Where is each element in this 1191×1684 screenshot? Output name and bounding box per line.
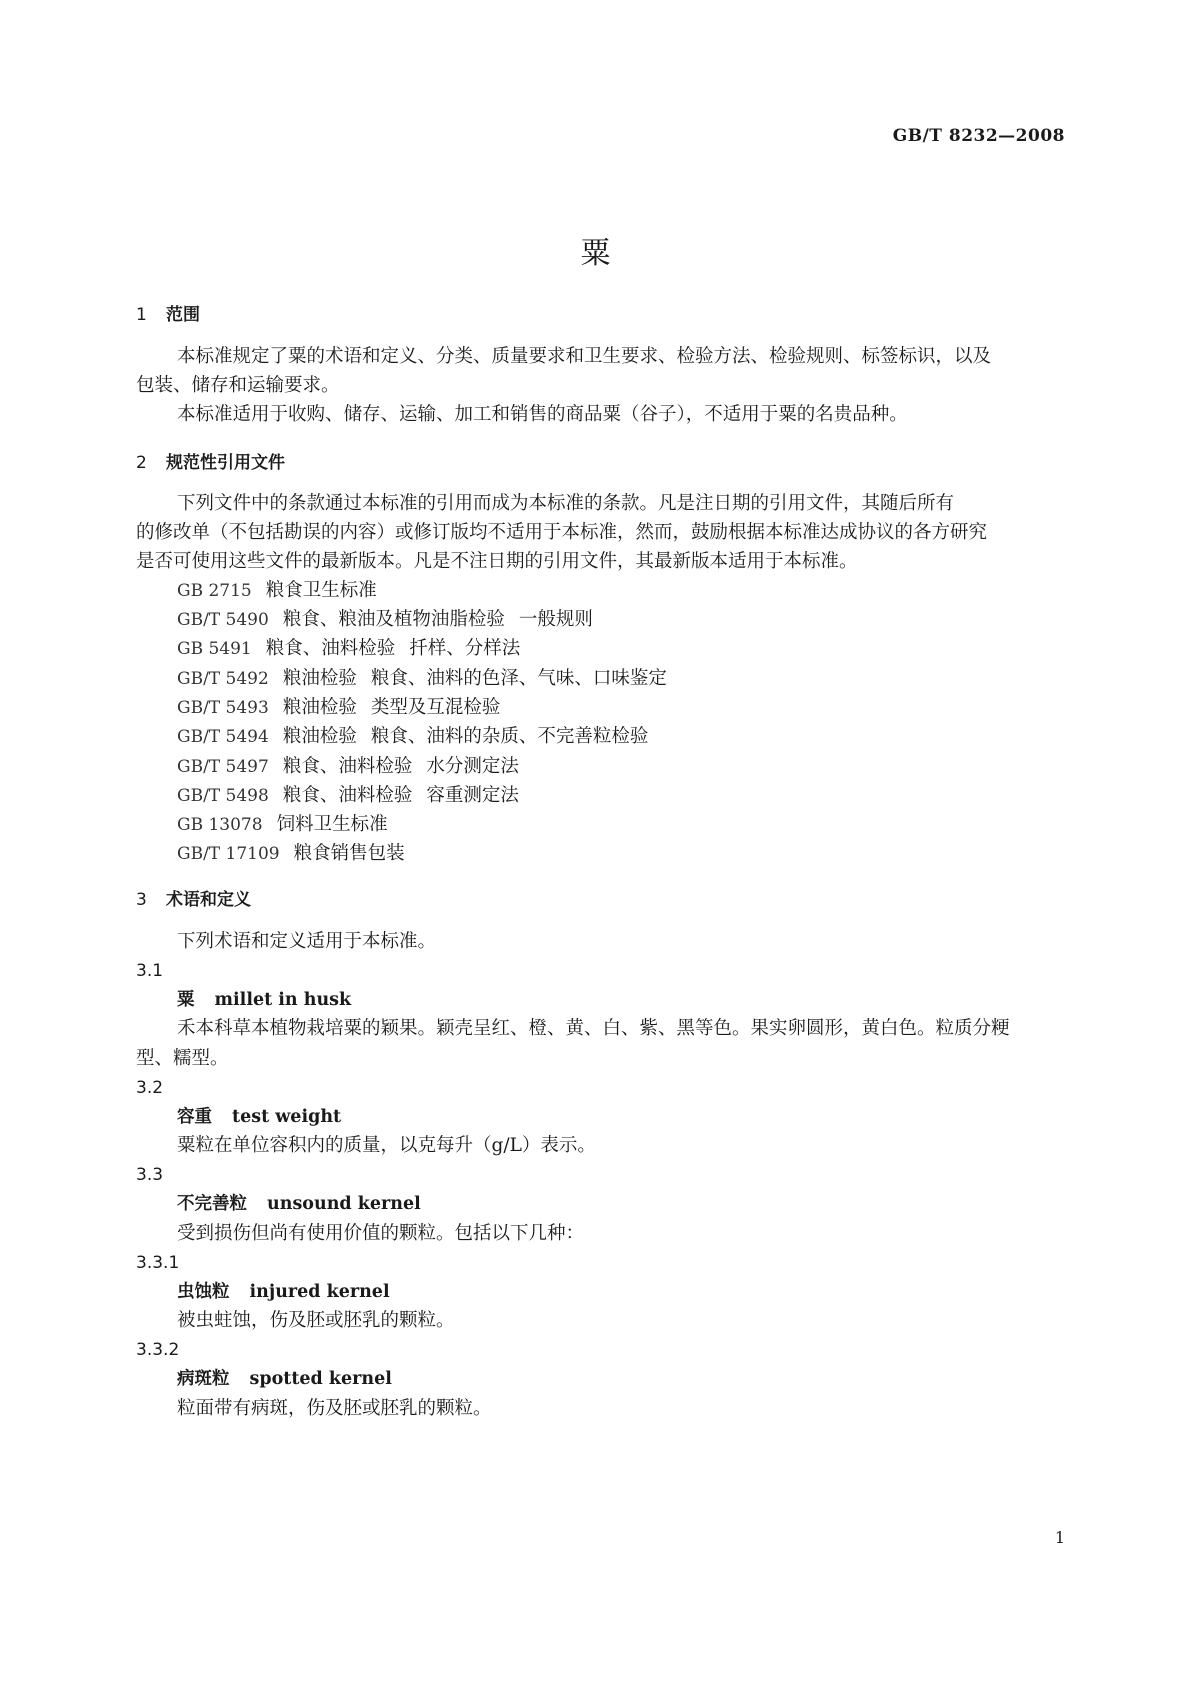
reference-title: 粮食、油料检验 [282, 756, 413, 777]
paragraph-line: 是否可使用这些文件的最新版本。凡是不注日期的引用文件，其最新版本适用于本标准。 [136, 551, 858, 572]
reference-item [177, 667, 1107, 691]
reference-subtitle: 粮食、油料的杂质、不完善粒检验 [370, 726, 649, 747]
document-title: 粟 [580, 236, 611, 271]
reference-code: GB/T 5490 [177, 610, 269, 630]
term-zh: 虫蚀粒 [177, 1282, 230, 1302]
standard-code: GB/T 8232—2008 [892, 126, 1065, 146]
term-zh: 不完善粒 [177, 1194, 247, 1214]
term-entry [177, 1192, 1107, 1216]
paragraph-line: 本标准适用于收购、储存、运输、加工和销售的商品粟（谷子），不适用于粟的名贵品种。 [177, 404, 908, 425]
term-en: millet in husk [214, 990, 352, 1010]
term-en: injured kernel [249, 1282, 390, 1302]
reference-code: GB/T 5492 [177, 669, 269, 689]
section-number: 1 [136, 305, 147, 325]
definition-line: 禾本科草本植物栽培粟的颖果。颖壳呈红、橙、黄、白、紫、黑等色。果实卵圆形，黄白色。粒质分粳 [177, 1018, 1010, 1039]
reference-title: 粮食卫生标准 [265, 580, 377, 601]
reference-title: 粮食、油料检验 [282, 785, 413, 806]
term-zh: 病斑粒 [177, 1369, 230, 1389]
term-zh: 粟 [177, 990, 195, 1010]
section-title: 规范性引用文件 [166, 453, 285, 473]
reference-code: GB 13078 [177, 815, 263, 835]
clause-number: 3.1 [136, 961, 164, 981]
paragraph-line: 下列文件中的条款通过本标准的引用而成为本标准的条款。凡是注日期的引用文件，其随后所有 [177, 493, 955, 514]
reference-item [177, 637, 1107, 661]
reference-item [177, 579, 1107, 603]
reference-item [177, 784, 1107, 808]
term-en: unsound kernel [267, 1194, 421, 1214]
paragraph-line: 的修改单（不包括勘误的内容）或修订版均不适用于本标准，然而，鼓励根据本标准达成协议的各方研究 [136, 522, 988, 543]
reference-item [177, 755, 1107, 779]
clause-number: 3.3 [136, 1165, 164, 1185]
reference-code: GB/T 17109 [177, 844, 280, 864]
page-number: 1 [1054, 1528, 1065, 1547]
section-2-heading [136, 451, 1066, 475]
reference-title: 粮油检验 [282, 697, 357, 718]
term-entry [177, 988, 1107, 1012]
reference-code: GB 5491 [177, 639, 252, 659]
clause-number: 3.3.1 [136, 1253, 180, 1273]
reference-code: GB/T 5494 [177, 727, 269, 747]
definition-line: 被虫蛀蚀，伤及胚或胚乳的颗粒。 [177, 1310, 455, 1331]
clause-number: 3.2 [136, 1078, 164, 1098]
reference-item [177, 813, 1107, 837]
section-title: 术语和定义 [166, 890, 251, 910]
clause-number: 3.3.2 [136, 1340, 180, 1360]
reference-title: 粮食销售包装 [293, 843, 405, 864]
reference-subtitle: 扦样、分样法 [409, 638, 521, 659]
reference-subtitle: 水分测定法 [426, 756, 519, 777]
paragraph-line: 本标准规定了粟的术语和定义、分类、质量要求和卫生要求、检验方法、检验规则、标签标识，以及 [177, 346, 992, 367]
reference-item [177, 696, 1107, 720]
definition-line: 受到损伤但尚有使用价值的颗粒。包括以下几种： [177, 1223, 585, 1244]
reference-title: 粮食、油料检验 [265, 638, 396, 659]
term-entry [177, 1105, 1107, 1129]
reference-item [177, 725, 1107, 749]
term-zh: 容重 [177, 1107, 212, 1127]
reference-code: GB/T 5497 [177, 757, 269, 777]
paragraph-line: 包装、储存和运输要求。 [136, 375, 340, 396]
section-number: 2 [136, 453, 147, 473]
definition-line: 粒面带有病斑，伤及胚或胚乳的颗粒。 [177, 1398, 492, 1419]
section-3-heading [136, 888, 1066, 912]
reference-subtitle: 类型及互混检验 [370, 697, 501, 718]
reference-title: 粮油检验 [282, 668, 357, 689]
reference-item [177, 608, 1107, 632]
definition-line: 粟粒在单位容积内的质量，以克每升（g/L）表示。 [177, 1135, 596, 1156]
reference-subtitle: 容重测定法 [426, 785, 519, 806]
term-entry [177, 1367, 1107, 1391]
reference-subtitle: 粮食、油料的色泽、气味、口味鉴定 [370, 668, 667, 689]
term-entry [177, 1280, 1107, 1304]
section-number: 3 [136, 890, 147, 910]
paragraph-line: 下列术语和定义适用于本标准。 [177, 931, 437, 952]
term-en: spotted kernel [249, 1369, 392, 1389]
section-title: 范围 [166, 305, 200, 325]
reference-title: 饲料卫生标准 [276, 814, 388, 835]
reference-code: GB/T 5493 [177, 698, 269, 718]
definition-line: 型、糯型。 [136, 1048, 229, 1069]
term-en: test weight [232, 1107, 342, 1127]
reference-code: GB/T 5498 [177, 786, 269, 806]
reference-title: 粮食、粮油及植物油脂检验 [282, 609, 505, 630]
reference-code: GB 2715 [177, 581, 252, 601]
reference-title: 粮油检验 [282, 726, 357, 747]
reference-item [177, 842, 1107, 866]
section-1-heading [136, 303, 1066, 327]
reference-subtitle: 一般规则 [518, 609, 593, 630]
